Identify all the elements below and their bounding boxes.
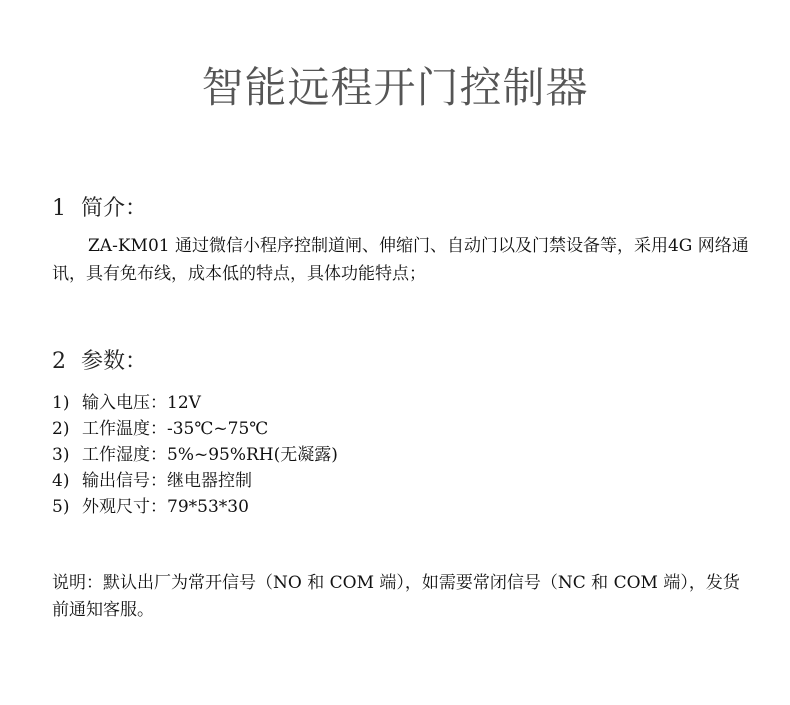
parameter-index: 5) — [52, 497, 70, 517]
parameter-item — [52, 390, 742, 416]
parameter-item — [52, 442, 742, 468]
section-title: 参数： — [81, 349, 148, 374]
parameter-index: 1) — [52, 393, 70, 413]
section-title: 简介： — [81, 196, 148, 221]
section-params-heading — [52, 347, 147, 377]
note-paragraph: 说明：默认出厂为常开信号（NO 和 COM 端），如需要常闭信号（NC 和 COM 端），发货前通知客服。 — [52, 573, 740, 620]
section-intro-heading — [52, 194, 147, 224]
parameter-item — [52, 416, 742, 442]
parameter-item — [52, 468, 742, 494]
section-number: 1 — [52, 196, 66, 221]
intro-text: ZA-KM01 通过微信小程序控制道闸、伸缩门、自动门以及门禁设备等，采用4G 网络通讯，具有免布线，成本低的特点，具体功能特点； — [52, 236, 749, 284]
parameter-list — [52, 390, 742, 520]
parameter-text: 输出信号：继电器控制 — [82, 471, 252, 491]
parameter-text: 外观尺寸：79*53*30 — [82, 497, 249, 517]
page-title: 智能远程开门控制器 — [201, 63, 589, 112]
parameter-index: 4) — [52, 471, 70, 491]
parameter-item — [52, 494, 742, 520]
section-number: 2 — [52, 349, 66, 374]
parameter-text: 输入电压：12V — [82, 393, 201, 413]
intro-paragraph — [52, 232, 752, 288]
parameter-index: 2) — [52, 419, 70, 439]
parameter-text: 工作温度：-35℃~75℃ — [82, 419, 269, 439]
parameter-index: 3) — [52, 445, 70, 465]
parameter-text: 工作湿度：5%~95%RH(无凝露) — [82, 445, 338, 465]
